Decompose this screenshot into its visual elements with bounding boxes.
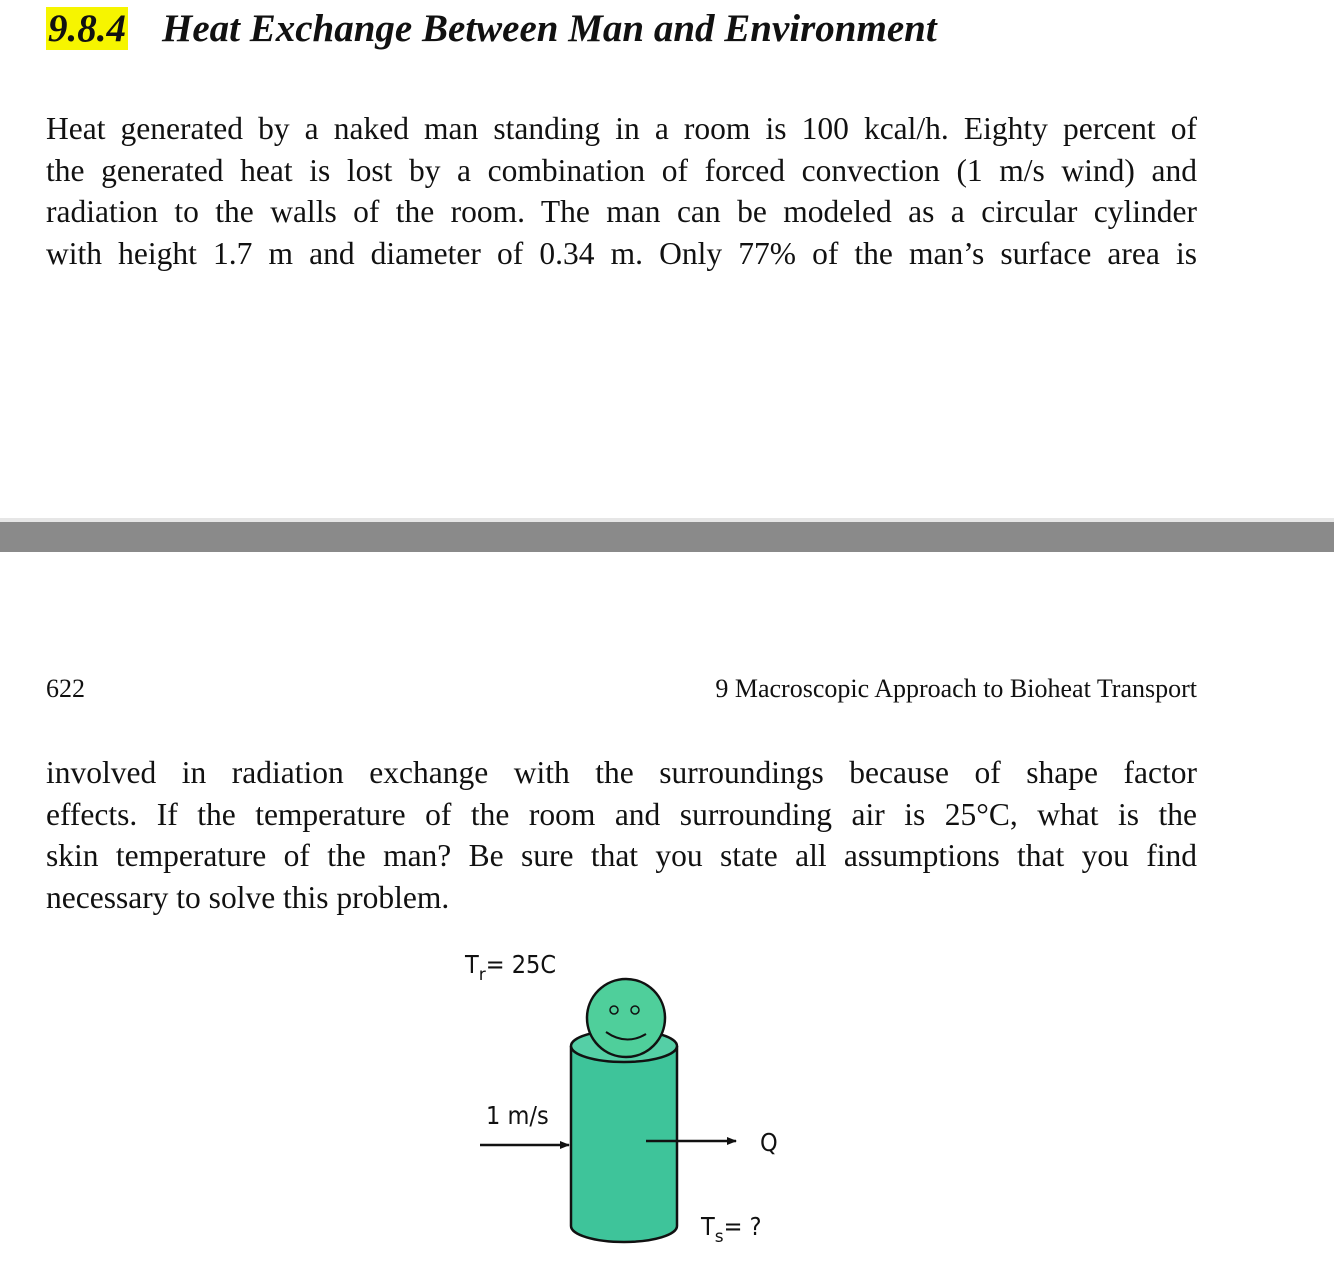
section-heading — [46, 6, 937, 51]
paragraph-line: involved in radiation exchange with the surroundings because of shape factor — [46, 755, 1197, 790]
skin-temperature-label — [700, 1212, 762, 1247]
room-temperature-label — [464, 950, 556, 985]
paragraph-line: the generated heat is lost by a combination of forced convection (1 m/s wind) and — [46, 152, 1197, 188]
section-title: Heat Exchange Between Man and Environment — [162, 7, 937, 50]
paragraph-line: Heat generated by a naked man standing in a room is 100 kcal/h. Eighty percent of — [46, 111, 1197, 146]
page-divider — [0, 522, 1334, 552]
room-temp-symbol: T — [465, 950, 479, 979]
skin-temp-value: = ? — [723, 1212, 762, 1241]
man-cylinder-figure — [440, 940, 800, 1280]
paragraph-line: effects. If the temperature of the room and surrounding air is 25°C, what is the — [46, 796, 1197, 832]
paragraph-line: skin temperature of the man? Be sure that you state all assumptions that you find — [46, 838, 1197, 873]
room-temp-subscript: r — [478, 965, 486, 985]
wind-speed-label: 1 m/s — [486, 1101, 549, 1130]
figure-svg — [440, 940, 800, 1280]
running-head-chapter: 9 Macroscopic Approach to Bioheat Transport — [715, 674, 1197, 703]
paragraph-line: radiation to the walls of the room. The man can be modeled as a circular cylinder — [46, 194, 1197, 229]
cylinder-body — [571, 1046, 677, 1242]
skin-temp-symbol: T — [701, 1212, 715, 1241]
room-temp-value: = 25C — [485, 950, 557, 979]
paragraph-line: with height 1.7 m and diameter of 0.34 m. Only 77% of the man’s surface area is — [46, 235, 1197, 271]
page-top — [0, 0, 1334, 518]
head — [587, 979, 665, 1057]
section-number: 9.8.4 — [48, 7, 126, 50]
problem-paragraph-1 — [46, 108, 1197, 274]
page-number: 622 — [46, 674, 85, 703]
problem-paragraph-2 — [46, 752, 1197, 918]
skin-temp-subscript: s — [714, 1227, 724, 1247]
paragraph-line: necessary to solve this problem. — [46, 879, 450, 915]
heat-label: Q — [760, 1128, 778, 1157]
